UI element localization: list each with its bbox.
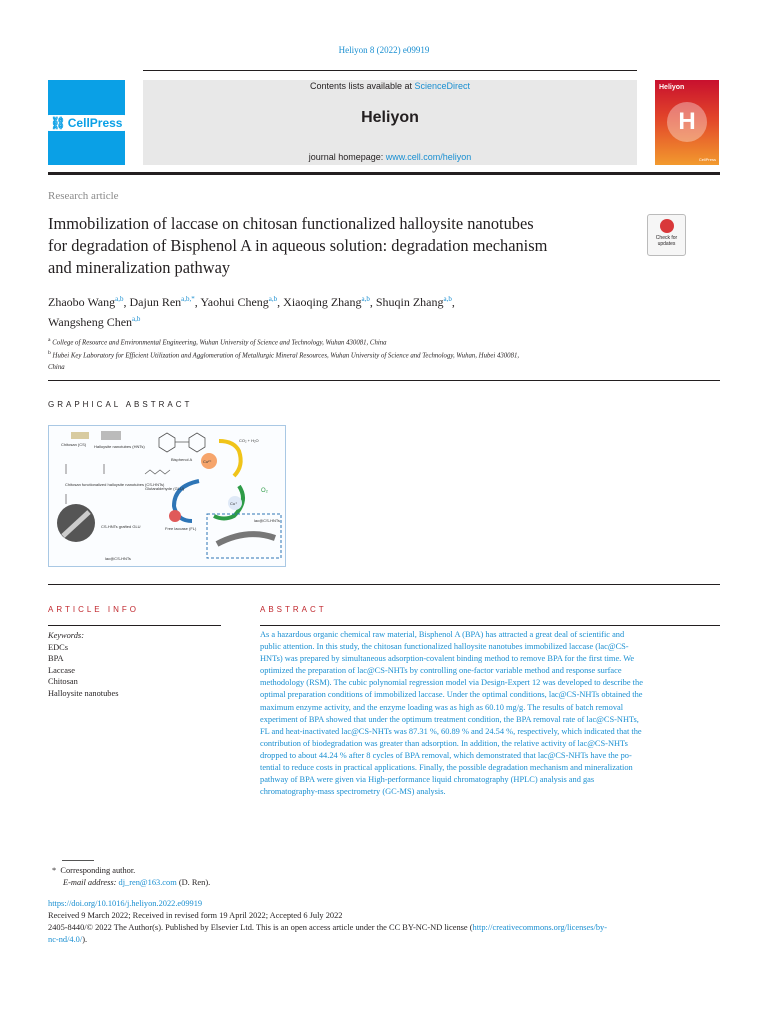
cover-publisher: CellPress (698, 157, 716, 162)
cover-title: Heliyon (659, 84, 685, 91)
abstract-line: chromatography-mass spectrometry (GC-MS) analysis. (260, 787, 446, 797)
author[interactable]: Yaohui Cheng$^{a,b}$, (200, 295, 284, 309)
homepage-link[interactable]: www.cell.com/heliyon (385, 152, 472, 162)
article-info-heading: ARTICLE INFO (48, 605, 139, 614)
keyword: EDCs (48, 642, 69, 652)
license-link[interactable]: http://creativecommons.org/licenses/by- (472, 923, 608, 932)
homepage-line (143, 152, 637, 162)
received-dates: Received 9 March 2022; Received in revised form 19 April 2022; Accepted 6 July 2022 (48, 911, 343, 920)
author[interactable]: Shuqin Zhang$^{a,b}$, (375, 295, 455, 309)
crossmark-label: Check for updates (655, 235, 678, 247)
email-link[interactable]: dj_ren@163.com (118, 877, 177, 887)
divider (260, 625, 720, 626)
license-link-cont[interactable]: nc-nd/4.0/ (48, 935, 83, 944)
author[interactable]: Wangsheng Chen$^{a,b}$ (48, 315, 141, 329)
title-line: for degradation of Bisphenol A in aqueous solution: degradation mechanism (48, 236, 548, 255)
abstract-line: optimal preparation conditions of immobilized laccase. Under the optimal conditions, lac@CS-NHTs obtained the (260, 690, 643, 700)
label-hnts: Halloysite nanotubes (HNTs) (94, 444, 145, 449)
lac-cs-hnts-tube (217, 534, 275, 544)
check-for-updates-badge[interactable] (647, 214, 686, 256)
abstract-line: pathway of BPA were given via High-performance liquid chromatography (HPLC) analysis and gas (260, 775, 595, 785)
crossmark-icon (660, 219, 674, 233)
author[interactable]: Dajun Ren$^{a,b,*}$, (129, 295, 201, 309)
label-co2: CO₂ + H₂O (239, 438, 259, 443)
free-laccase (169, 510, 181, 522)
divider (48, 584, 720, 585)
author-list (48, 291, 648, 331)
footnote-star: * (52, 866, 57, 875)
cellpress-logo[interactable] (48, 80, 125, 165)
homepage-prefix: journal homepage: (308, 152, 386, 162)
abstract-line: experiment of BPA showed that under the optimum treatment condition, the BPA removal rate of lac@CS-NHTs, (260, 714, 639, 724)
article-title (48, 213, 638, 279)
keywords-label: Keywords: (48, 631, 84, 640)
affiliations (48, 335, 720, 373)
label-bpa: Bisphenol A (171, 457, 193, 462)
abstract-line: tential to reduce costs in practical applications. Finally, the possible degradation mechanism and mineralization (260, 763, 633, 773)
label-cu2: Cu²⁺ (203, 459, 212, 464)
keyword: Laccase (48, 665, 75, 675)
label-chitosan: Chitosan (CS) (61, 442, 87, 447)
divider (48, 380, 720, 381)
yellow-arrow (219, 441, 241, 476)
graphical-abstract-figure[interactable] (48, 425, 286, 567)
author[interactable]: Zhaobo Wang$^{a,b}$, (48, 295, 130, 309)
graphical-abstract-heading: GRAPHICAL ABSTRACT (48, 400, 193, 409)
abstract-line: maximum enzyme activity, and the enzyme loading was as high as 60.10 mg/g. The results of batch removal (260, 702, 624, 712)
journal-cover[interactable] (655, 80, 719, 165)
abstract-line: HNTs) was prepared by simultaneous adsorption-covalent binding method to remove BPA for the first time. We (260, 654, 635, 664)
title-line: Immobilization of laccase on chitosan functionalized halloysite nanotubes (48, 214, 534, 233)
corresponding-author: Corresponding author. (60, 866, 136, 875)
footnote (52, 865, 210, 888)
graphical-abstract-svg (49, 426, 285, 566)
license-line: 2405-8440/© 2022 The Author(s). Published by Elsevier Ltd. This is an open access article under the CC BY-NC-ND license (http://creativecommons.org/licenses/by- (48, 923, 608, 932)
glu-structure (145, 470, 170, 474)
abstract-line: public attention. In this study, the chitosan functionalized halloysite nanotubes immobilized laccase (lac@CS- (260, 642, 629, 652)
abstract-text (260, 629, 720, 798)
keyword: BPA (48, 654, 64, 663)
keyword: Halloysite nanotubes (48, 688, 119, 698)
label-lac-cs: lac@CS-HNTs (105, 556, 131, 561)
abstract-line: methodology (RSM). The cubic polynomial regression model via Design-Expert 12 was developed to describe the (260, 678, 643, 688)
abstract-line: contribution of biodegradation was greater than adsorption. In addition, the relative activity of lac@CS-NHTs (260, 738, 628, 748)
header-top-rule (143, 70, 637, 71)
header-bottom-rule (48, 172, 720, 175)
affiliation: $^b$ Hubei Key Laboratory for Efficient Utilization and Agglomeration of Metallurgic Mineral Resources, Wuhan University of Science and Technology, Wuhan, Hubei 430081, (48, 350, 520, 360)
label-glu: Glutaraldehyde (GLU) (145, 486, 185, 491)
keywords-block (48, 630, 221, 699)
author[interactable]: Xiaoqing Zhang$^{a,b}$, (283, 295, 376, 309)
abstract-line: optimized the preparation of lac@CS-NHTs by controlling one-factor variable method and response surface (260, 666, 622, 676)
label-o2: O₂ (261, 488, 268, 494)
link-chain-icon: ⛓ (50, 115, 66, 130)
abstract-line: dropped to about 44.24 % after 8 cycles of BPA removal, which demonstrated that lac@CS-NHTs have the po- (260, 750, 632, 760)
affiliation: $^a$ College of Resource and Environmental Engineering, Wuhan University of Science and Technology, Wuhan 430081, China (48, 337, 387, 347)
article-footer: https://doi.org/10.1016/j.heliyon.2022.e09919 Received 9 March 2022; Received in revised form 19 April 2022; Accepted 6 July 2022 2405-8440/© 2022 The Author(s). Published by Elsevier Ltd. This is an open access article under the CC BY-NC-ND license (http://creativecommons.org/licenses/by- nc-nd/4.0/). (48, 898, 720, 946)
article-type: Research article (48, 190, 119, 202)
journal-title: Heliyon (361, 109, 419, 126)
label-laccase: Free laccase (FL) (165, 526, 197, 531)
abstract-heading: ABSTRACT (260, 605, 327, 614)
label-cs-hnts: Chitosan functionalized halloysite nanotubes (CS-HNTs) (65, 482, 165, 487)
divider (48, 625, 221, 626)
label-cs-glu: CS-HNTs grafted GLU (101, 524, 141, 529)
abstract-line: As a hazardous organic chemical raw material, Bisphenol A (BPA) has attracted a great deal of scientific and (260, 630, 625, 639)
bpa-structure (159, 433, 205, 452)
contents-prefix: Contents lists available at (309, 81, 415, 91)
keyword: Chitosan (48, 677, 78, 686)
title-line: and mineralization pathway (48, 258, 231, 277)
contents-line (143, 81, 637, 91)
email-suffix: (D. Ren). (176, 877, 211, 887)
cellpress-logo-text: CellPress (67, 115, 123, 130)
email-label: E-mail address: (63, 877, 119, 887)
label-cu1: Cu⁺ (230, 501, 238, 506)
chitosan-sample (71, 432, 89, 439)
sciencedirect-link[interactable]: ScienceDirect (414, 81, 471, 91)
label-lac-cs2: lac@CS-HNTs (254, 518, 280, 523)
hnts-sample (101, 431, 121, 440)
journal-header (143, 80, 637, 165)
affiliation: China (48, 363, 65, 371)
cover-emblem: H (667, 102, 707, 142)
doi-link[interactable]: https://doi.org/10.1016/j.heliyon.2022.e09919 (48, 899, 203, 908)
journal-citation[interactable]: Heliyon 8 (2022) e09919 (338, 45, 430, 55)
abstract-line: FL and heat-inactivated lac@CS-NHTs was 87.31 %, 60.89 % and 24.54 %, respectively, which indicated that the (260, 726, 642, 736)
footnote-rule (62, 860, 94, 861)
